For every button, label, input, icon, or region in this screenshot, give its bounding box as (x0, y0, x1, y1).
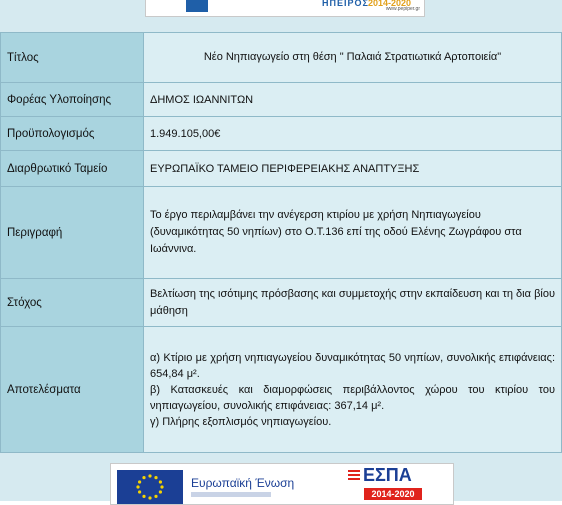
footer-logos (110, 463, 454, 505)
label-results: Αποτελέσματα (1, 327, 144, 453)
label-goal: Στόχος (1, 279, 144, 327)
header-strip (0, 0, 562, 32)
label-implementing-body: Φορέας Υλοποίησης (1, 83, 144, 117)
value-fund: ΕΥΡΩΠΑΪΚΟ ΤΑΜΕΙΟ ΠΕΡΙΦΕΡΕΙΑΚΗΣ ΑΝΑΠΤΥΞΗΣ (144, 151, 562, 187)
label-fund: Διαρθρωτικό Ταμείο (1, 151, 144, 187)
project-info-table (0, 32, 562, 453)
program-logo-mark (186, 0, 208, 12)
row-description (1, 187, 562, 279)
program-logo (145, 0, 425, 17)
label-title: Τίτλος (1, 33, 144, 83)
result-item: γ) Πλήρης εξοπλισμός νηπιαγωγείου. (150, 415, 332, 428)
program-logo-text: ΗΠΕΙΡΟΣ (322, 0, 369, 8)
program-logo-years: 2014-2020 (368, 0, 412, 8)
value-goal: Βελτίωση της ισότιμης πρόσβασης και συμμετοχής στην εκπαίδευση και τη δια βίου μάθηση (150, 287, 555, 317)
eu-flag-icon (117, 470, 183, 504)
row-goal (1, 279, 562, 327)
program-logo-url: www.pepiper.gr (385, 6, 420, 12)
value-description-cell (144, 187, 562, 279)
result-item: β) Κατασκευές και διαμορφώσεις περιβάλλοντος χώρου του κτιρίου του νηπιαγωγείου, συνολικής επιφάνειας: 367,14 μ². (150, 383, 555, 412)
eu-stars-icon (117, 470, 183, 504)
value-results-cell (144, 327, 562, 453)
espa-label: ΕΣΠΑ (363, 465, 412, 485)
eu-label: Ευρωπαϊκή Ένωση (191, 476, 295, 490)
label-budget: Προϋπολογισμός (1, 117, 144, 151)
value-implementing-body: ΔΗΜΟΣ ΙΩΑΝΝΙΤΩΝ (144, 83, 562, 117)
eu-sublabel (191, 492, 271, 497)
row-fund (1, 151, 562, 187)
value-description: Το έργο περιλαμβάνει την ανέγερση κτιρίου με χρήση Νηπιαγωγείου (δυναμικότητας 50 νηπίων) στο Ο.Τ.136 επί της οδού Ελένης Ζωγράφου στα Ιωάννινα. (150, 209, 522, 255)
value-title: Νέο Νηπιαγωγείο στη θέση " Παλαιά Στρατιωτικά Αρτοποιεία" (144, 33, 562, 83)
result-item: α) Κτίριο με χρήση νηπιαγωγείου δυναμικότητας 50 νηπίων, συνολικής επιφάνειας: 654,84 μ². (150, 351, 555, 380)
espa-years: 2014-2020 (364, 488, 422, 500)
row-implementing-body (1, 83, 562, 117)
label-description: Περιγραφή (1, 187, 144, 279)
row-results (1, 327, 562, 453)
espa-mark-icon (347, 468, 361, 482)
value-goal-cell (144, 279, 562, 327)
row-budget (1, 117, 562, 151)
footer-strip (0, 452, 562, 501)
value-budget: 1.949.105,00€ (144, 117, 562, 151)
row-title (1, 33, 562, 83)
